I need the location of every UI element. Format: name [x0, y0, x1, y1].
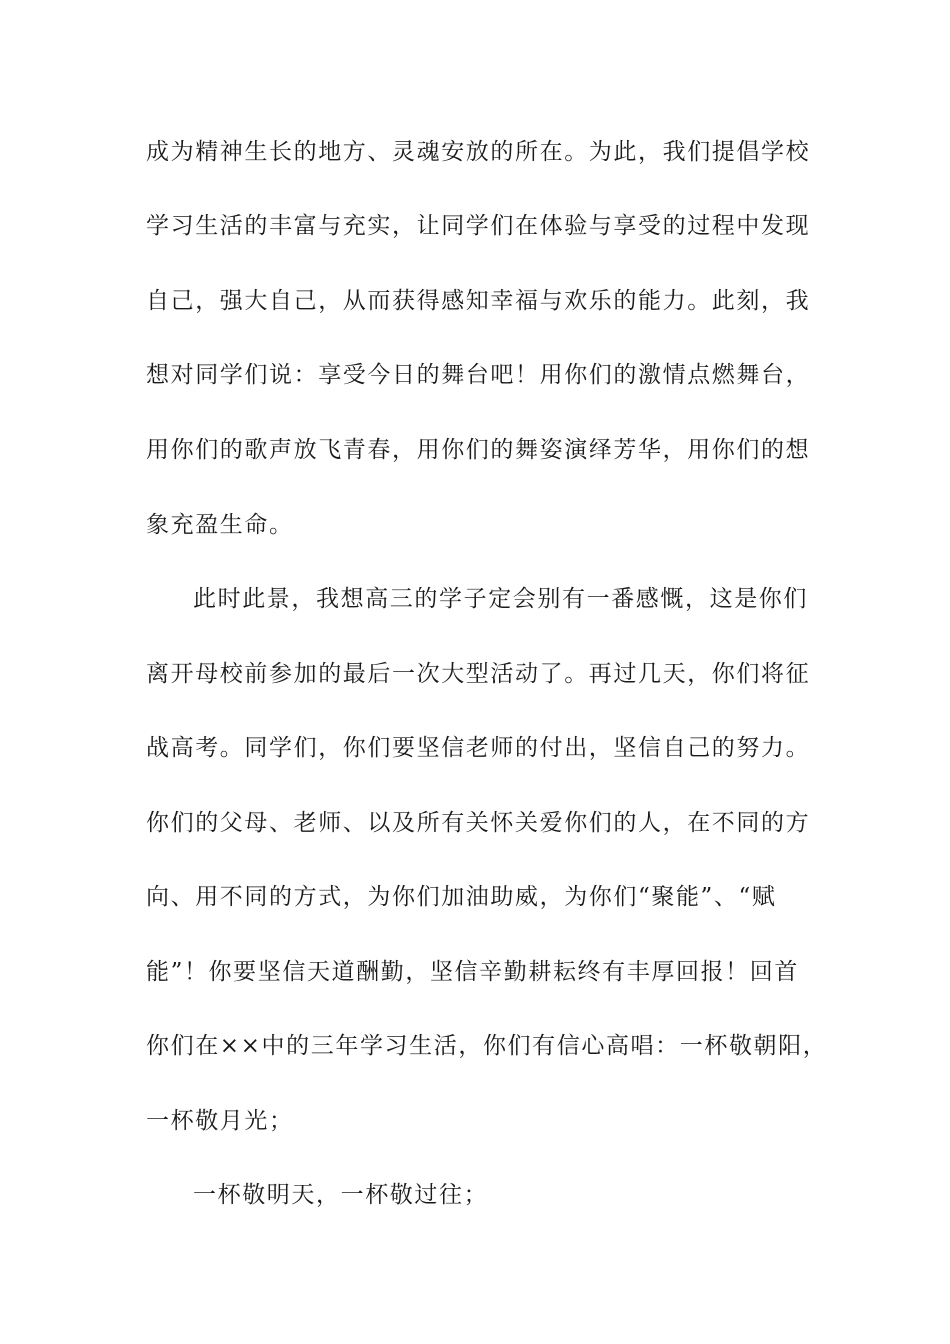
text-line: 战高考。同学们，你们要坚信老师的付出，坚信自己的努力。 [146, 735, 811, 761]
text-line: 一杯敬月光； [146, 1108, 294, 1134]
text-line: 向、用不同的方式，为你们加油助威，为你们“聚能”、“赋 [146, 884, 777, 910]
text-line: 能”！你要坚信天道酬勤，坚信辛勤耕耘终有丰厚回报！回首 [146, 959, 799, 985]
text-line: 自己，强大自己，从而获得感知幸福与欢乐的能力。此刻，我 [146, 288, 811, 314]
text-line: 用你们的歌声放飞青春，用你们的舞姿演绎芳华，用你们的想 [146, 437, 811, 463]
text-line: 成为精神生长的地方、灵魂安放的所在。为此，我们提倡学校 [146, 139, 811, 165]
text-line: 学习生活的丰富与充实，让同学们在体验与享受的过程中发现 [146, 213, 811, 239]
text-line: 你们在××中的三年学习生活，你们有信心高唱：一杯敬朝阳， [146, 1033, 828, 1059]
text-line: 此时此景，我想高三的学子定会别有一番感慨，这是你们 [193, 586, 808, 612]
text-line: 离开母校前参加的最后一次大型活动了。再过几天，你们将征 [146, 661, 811, 687]
text-line: 象充盈生命。 [146, 512, 294, 538]
text-line: 想对同学们说：享受今日的舞台吧！用你们的激情点燃舞台， [146, 362, 811, 388]
text-line: 你们的父母、老师、以及所有关怀关爱你们的人，在不同的方 [146, 810, 811, 836]
text-line: 一杯敬明天，一杯敬过往； [193, 1182, 489, 1208]
